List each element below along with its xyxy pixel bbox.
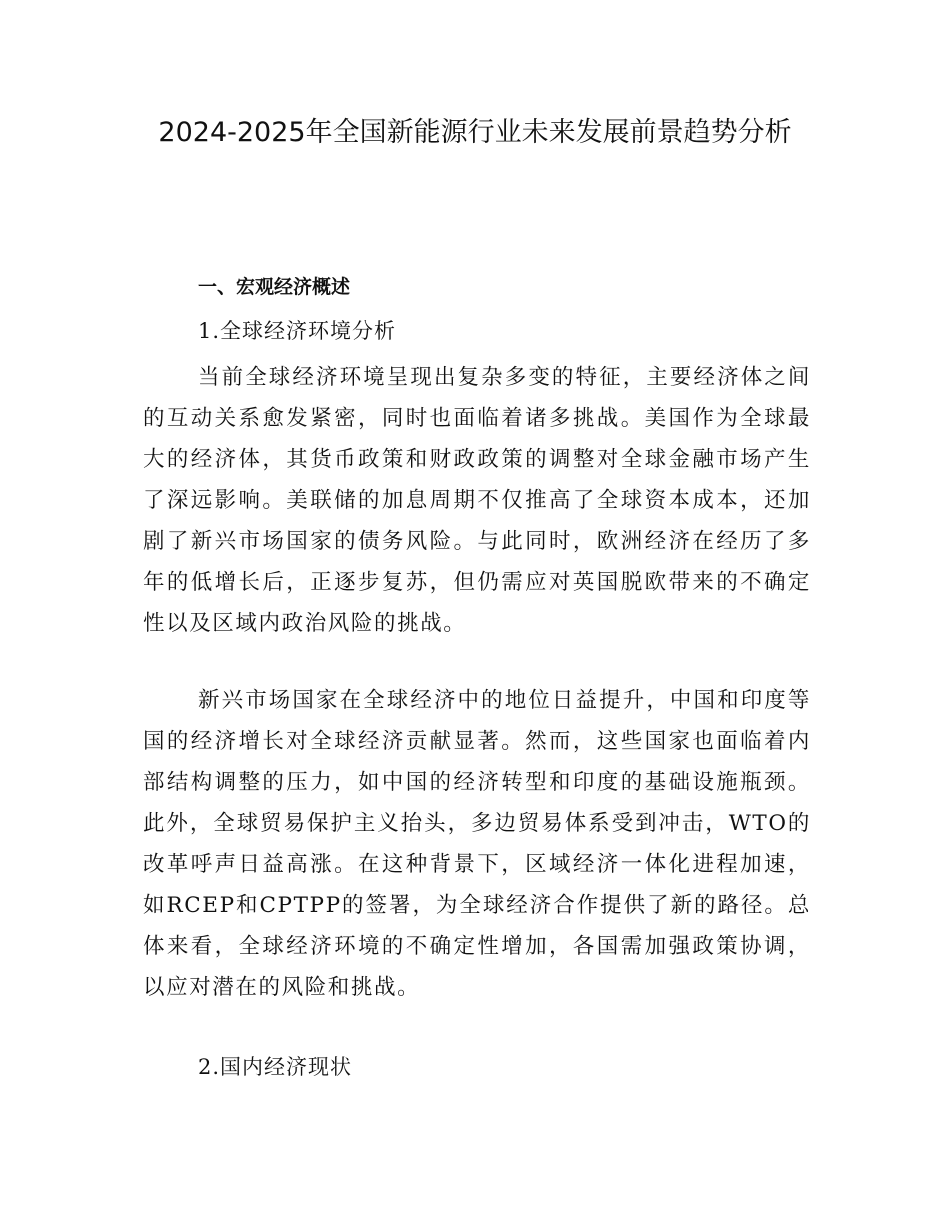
subsection-heading-domestic-economy: 2.国内经济现状 bbox=[198, 1055, 353, 1079]
document-title: 2024-2025年全国新能源行业未来发展前景趋势分析 bbox=[158, 117, 792, 148]
paragraph-global-economy-1: 当前全球经济环境呈现出复杂多变的特征，主要经济体之间的互动关系愈发紧密，同时也面临着诸多挑战。美国作为全球最大的经济体，其货币政策和财政政策的调整对全球金融市场产生了深远影响。美联储的加息周期不仅推高了全球资本成本，还加剧了新兴市场国家的债务风险。与此同时，欧洲经济在经历了多年的低增长后，正逐步复苏，但仍需应对英国脱欧带来的不确定性以及区域内政治风险的挑战。 bbox=[143, 365, 811, 636]
subsection-heading-global-economy: 1.全球经济环境分析 bbox=[198, 319, 397, 343]
section-heading-macro-economy: 一、宏观经济概述 bbox=[198, 276, 351, 298]
paragraph-global-economy-2: 新兴市场国家在全球经济中的地位日益提升，中国和印度等国的经济增长对全球经济贡献显著。然而，这些国家也面临着内部结构调整的压力，如中国的经济转型和印度的基础设施瓶颈。此外，全球贸易保护主义抬头，多边贸易体系受到冲击，WTO的改革呼声日益高涨。在这种背景下，区域经济一体化进程加速，如RCEP和CPTPP的签署，为全球经济合作提供了新的路径。总体来看，全球经济环境的不确定性增加，各国需加强政策协调，以应对潜在的风险和挑战。 bbox=[143, 688, 811, 1000]
